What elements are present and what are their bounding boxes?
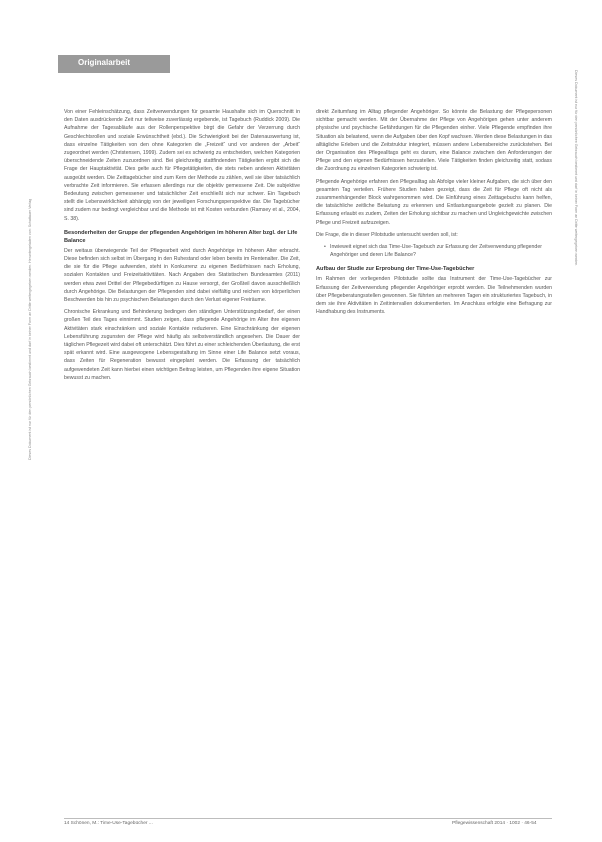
paragraph: Im Rahmen der vorliegenden Pilotstudie sollte das Instrument der Time-Use-Tagebücher zur Erfassung der Zeitverwendung pflegender Angehöriger erprobt werden. Die Teilnehmenden wurden über Pflegeberatungsstellen gewonnen. Sie führten an mehreren Tagen ein strukturiertes Tagebuch, in dem sie ihre Aktivitäten in Zeitintervallen dokumentierten. Im Anschluss erfolgte eine Befragung zur Handhabung des Instruments.	[316, 276, 552, 316]
bullet-item: • Inwieweit eignet sich das Time-Use-Tagebuch zur Erfassung der Zeitverwendung pflegender Angehöriger und deren Life Balance?	[324, 243, 552, 259]
footer-divider	[64, 818, 552, 819]
footer-journal: Pflegewissenschaft 2014 · 1002 · 46-54	[452, 821, 537, 826]
paragraph: Von einer Fehleinschätzung, dass Zeitverwendungen für gesamte Haushalte sich im Querschnitt in den Daten ausdrückende Zeit nur teilweise zuverlässig ergebende, ist Tagebuch (Ruddick 2009). Die Aufnahme der Tagesabläufe aus der Rollenperspektive birgt die Gefahr der Verzerrung durch Geschlechtsrollen und soziale Erwünschtheit (ebd.). Die Schwierigkeit bei der Datenauswertung ist, dass einzelne Tätigkeiten von den ohne Kategorien die „Freizeit“ und vor anderen der „Arbeit“ zugeordnet werden (Christensen, 1999). Zudem sei es schwierig zu entscheiden, welchen Kategorien überschneidende Zeiten zuzuordnen sind. Bei gleichzeitig stattfindenden Tätigkeiten ergibt sich die Frage der Hauptaktivität. Dies gelte auch für Pflegetätigkeiten, die stets neben anderen Aktivitäten ausgeübt werden. Die Zeittagebücher sind zum Kern der Methode zu zählen, weil sie über tatsächlich verbrachte Zeit informieren. Sie erfassen allerdings nur die objektiv gemessene Zeit. Die subjektive Bedeutung zwischen gemessener und tatsächlicher Zeit erschließt sich nur schwer. Ein Tagebuch stellt die Lebenswirklichkeit abhängig von der jeweiligen Forschungsperspektive dar. Die Tagebücher sind zudem nur bedingt vergleichbar und die Methode ist mit Kosten verbunden (Ramsey et al., 2004, S. 38).	[64, 109, 300, 222]
left-column	[64, 108, 300, 818]
bullet-list	[324, 243, 552, 259]
right-column	[316, 108, 552, 818]
left-margin-text: Dieses Dokument ist nur für den persönlichen Gebrauch bestimmt und darf in keiner Form an Dritte weitergegeben werden. Heruntergeladen von: Schattauer Verlag	[28, 198, 32, 460]
paragraph: direkt Zeitumfang im Alltag pflegender Angehöriger. So könnte die Belastung der Pflegepersonen sichtbar gemacht werden. Mit der Übernahme der Pflege von Angehörigen gehen unter anderem physische und psychische Gefährdungen für die Pflegenden einher. Viele Pflegende empfinden ihre Situation als belastend, wenn die Aufgaben über den Kopf wachsen. Werden diese Belastungen in das alltägliche Erleben und die Zeitstruktur integriert, müssen andere Lebensbereiche zurückstehen. Bei der Organisation des Pflegealltags geht es darum, eine Balance zwischen den Anforderungen der Pflege und den eigenen Bedürfnissen herzustellen. Viele Tätigkeiten finden gleichzeitig statt, sodass die Zuordnung zu einzelnen Kategorien schwierig ist.	[316, 109, 552, 173]
section-heading: Besonderheiten der Gruppe der pflegenden Angehörigen im höheren Alter bzgl. der Life Balance	[64, 229, 298, 244]
section-label: Originalarbeit	[78, 58, 131, 67]
paragraph: Die Frage, die in dieser Pilotstudie untersucht werden soll, ist:	[316, 231, 458, 238]
paragraph: Der weitaus überwiegende Teil der Pflegearbeit wird durch Angehörige im höheren Alter erbracht. Diese befinden sich selbst im Übergang in den Ruhestand oder leben bereits im Rentenalter. Die Zeit, die sie für die Pflege aufwenden, steht in Konkurrenz zu eigenen Bedürfnissen nach Erholung, sozialen Kontakten und Freizeitaktivitäten. Nach Angaben des Statistischen Bundesamtes (2011) werden etwa zwei Drittel der Pflegebedürftigen zu Hause versorgt, der Großteil davon ausschließlich durch Angehörige. Die Belastungen der Pflegenden sind dabei vielfältig und reichen von körperlichen Beschwerden bis hin zu psychischen Belastungen durch den Verlust eigener Freiräume.	[64, 247, 300, 304]
paragraph: Chronische Erkrankung und Behinderung bedingen den ständigen Unterstützungsbedarf, der einen großen Teil des Tages einnimmt. Studien zeigen, dass pflegende Angehörige im Alter ihre eigenen Aktivitäten stark einschränken und soziale Kontakte reduzieren. Eine Einschränkung der eigenen Lebensführung zugunsten der Pflege wird häufig als selbstverständlich angesehen. Die Dauer der täglichen Pflegezeit wird dabei oft unterschätzt. Dies führt zu einer schleichenden Überlastung, die erst spät erkannt wird. Eine ausgewogene Lebensgestaltung im Sinne einer Life Balance setzt voraus, dass Zeiten für Regeneration bewusst eingeplant werden. Die Erfassung der tatsächlich aufgewendeten Zeit kann hierbei einen wichtigen Beitrag leisten, um Pflegenden ihre eigene Situation bewusst zu machen.	[64, 309, 300, 381]
paragraph: Pflegende Angehörige erfahren den Pflegealltag als Abfolge vieler kleiner Aufgaben, die sich über den gesamten Tag verteilen. Frühere Studien haben gezeigt, dass die Zeit für Pflege oft nicht als zusammenhängender Block wahrgenommen wird. Die Einführung eines Zeittagebuchs kann helfen, die tatsächliche zeitliche Belastung zu erkennen und Entlastungsangebote gezielt zu planen. Die Erfassung erlaubt es zudem, Zeiten der Erholung sichtbar zu machen und Ungleichgewichte zwischen Pflege und Freizeit aufzuzeigen.	[316, 178, 552, 226]
footer-citation: 14 Schönen, M.: Time-Use-Tagebücher ...	[64, 821, 153, 826]
section-heading: Aufbau der Studie zur Erprobung der Time-Use-Tagebücher	[316, 266, 475, 273]
right-margin-text: Dieses Dokument ist nur für den persönlichen Gebrauch bestimmt und darf in keiner Form an Dritte weitergegeben werden.	[574, 70, 578, 267]
section-header-band	[58, 55, 170, 73]
